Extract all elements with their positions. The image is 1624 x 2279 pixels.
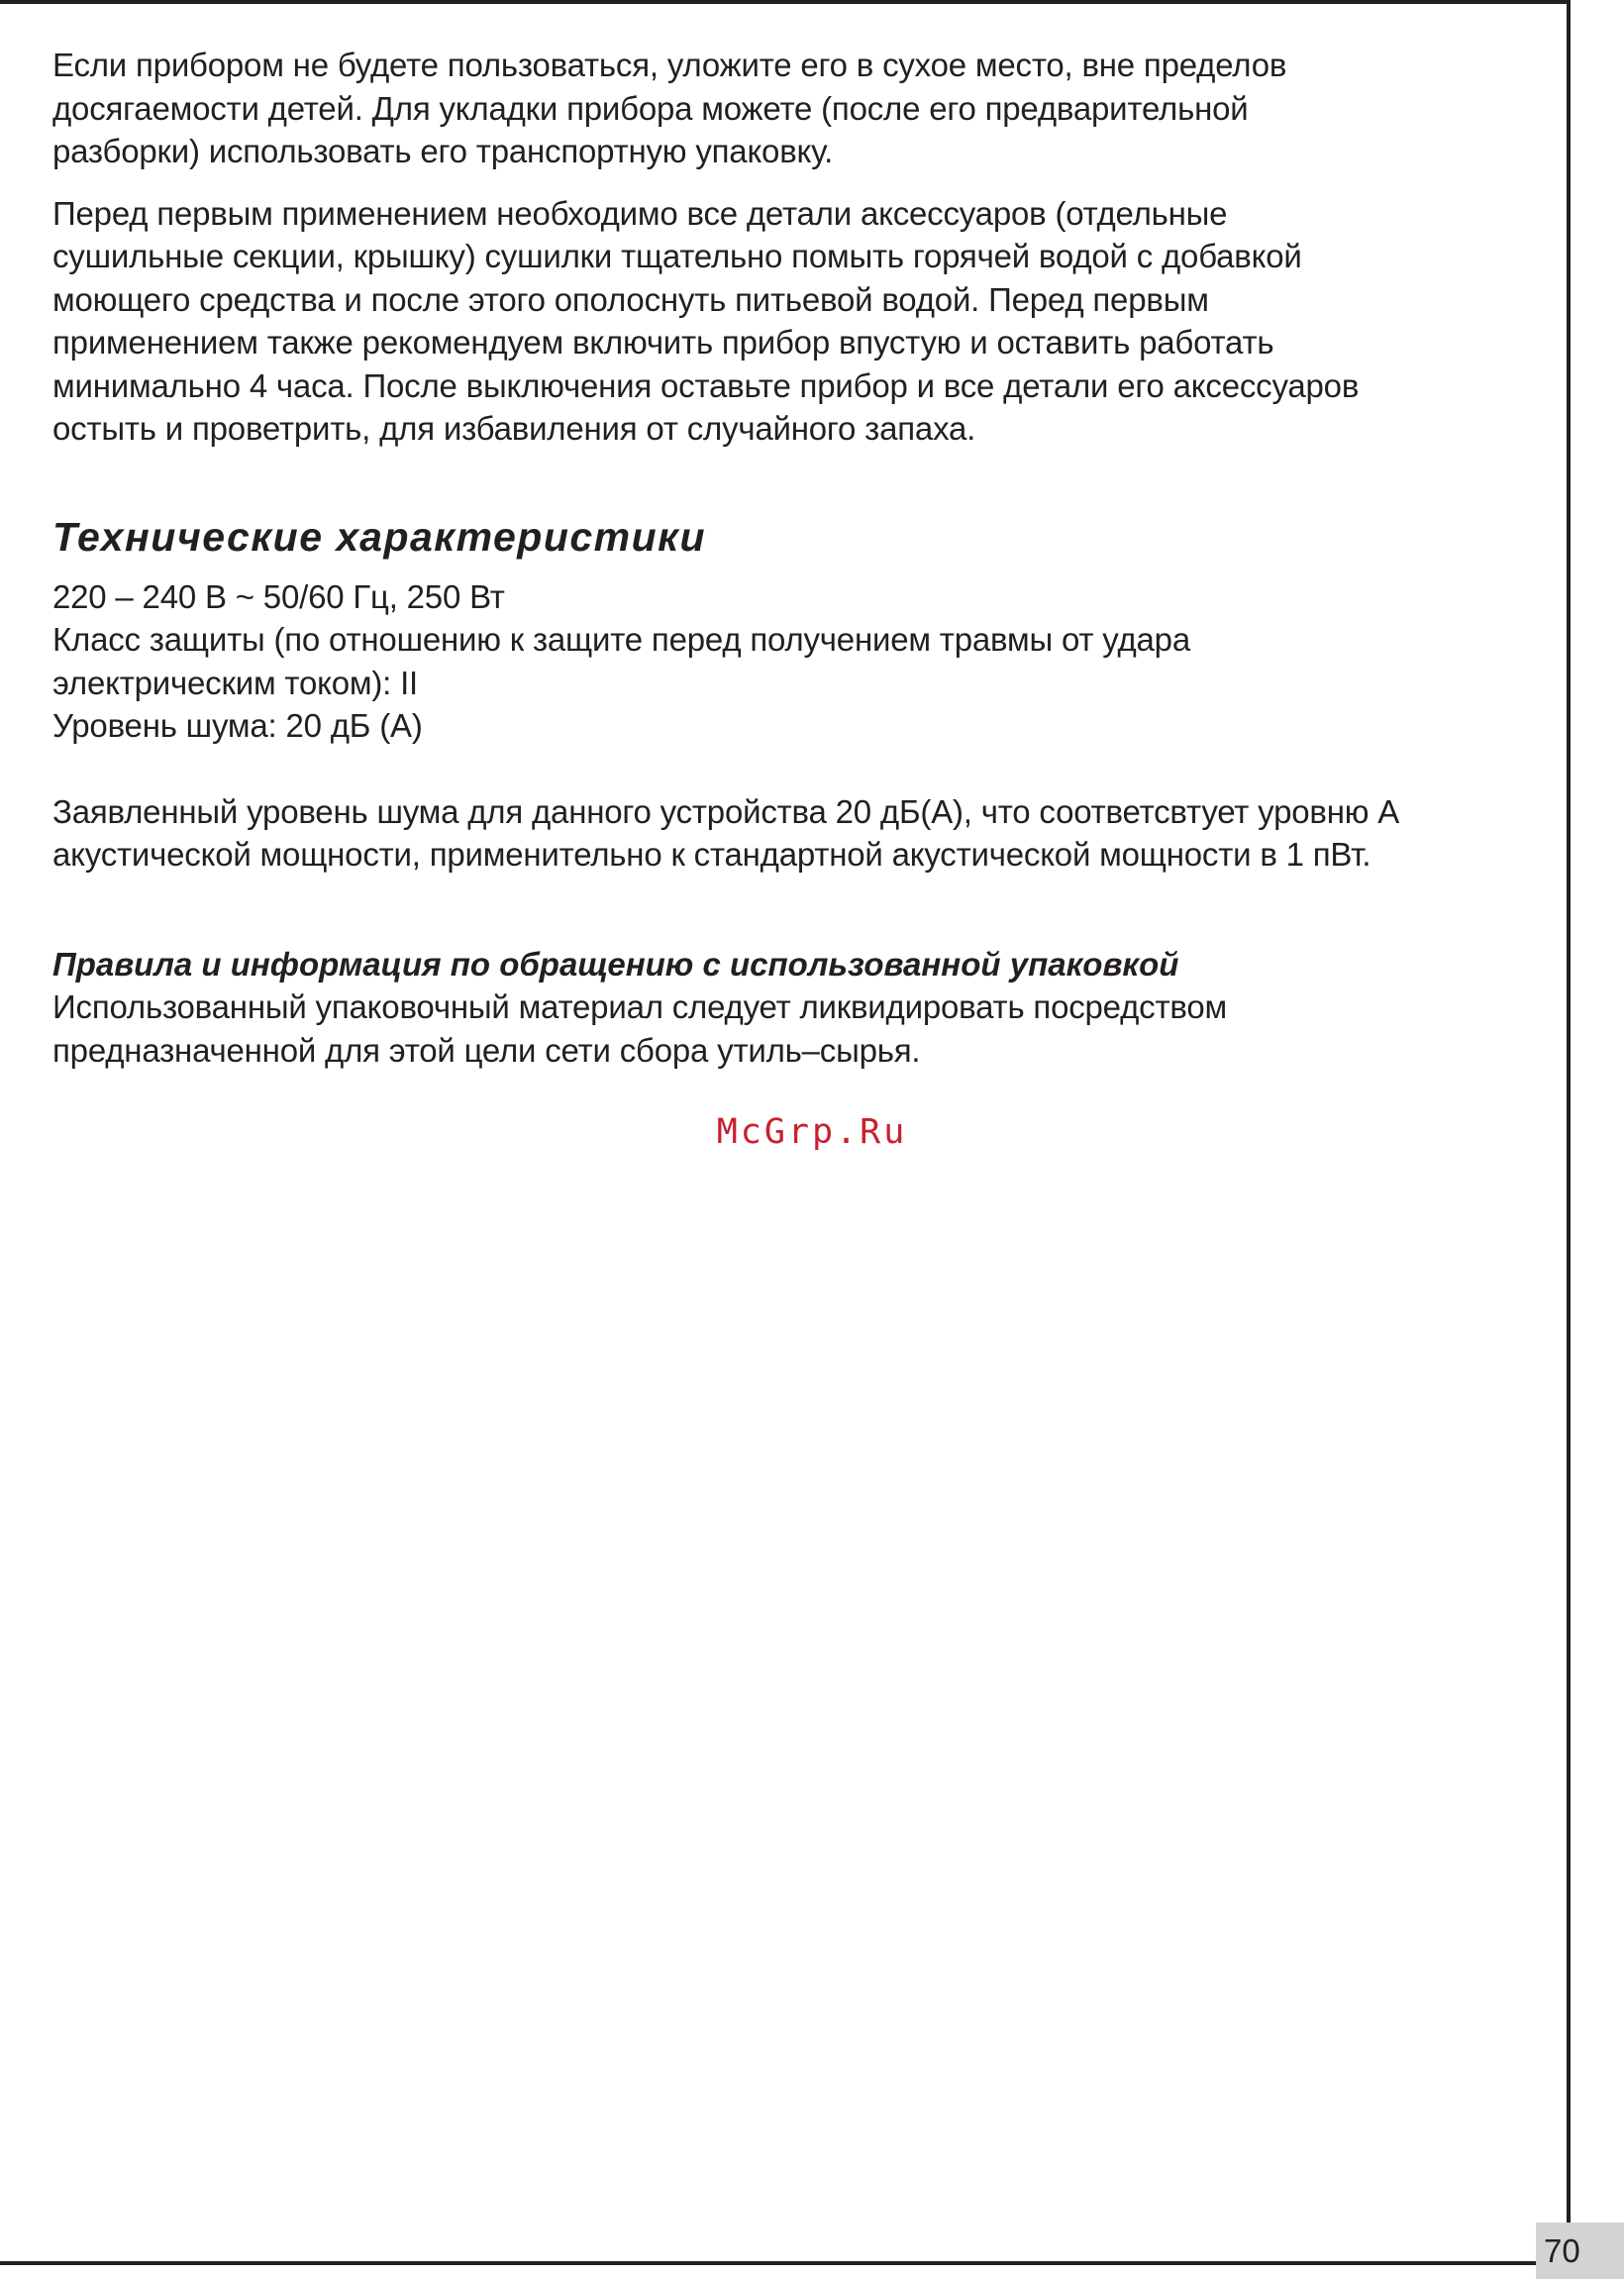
text-line: моющего средства и после этого ополоснуть питьевой водой. Перед первым <box>52 280 1209 318</box>
packaging-rules-section <box>52 943 1538 1073</box>
text-line: предназначенной для этой цели сети сбора утиль–сырья. <box>52 1031 921 1069</box>
text-line: остыть и проветрить, для избавиления от случайного запаха. <box>52 410 976 447</box>
page-number: 70 <box>1536 2223 1624 2279</box>
packaging-rules-text <box>52 985 1538 1072</box>
noise-note-paragraph <box>52 790 1538 877</box>
first-use-paragraph <box>52 192 1538 451</box>
text-line: минимально 4 часа. После выключения оставьте прибор и все детали его аксессуаров <box>52 366 1360 404</box>
watermark-text: McGrp.Ru <box>716 1112 908 1152</box>
storage-paragraph <box>52 44 1538 173</box>
text-line: Перед первым применением необходимо все детали аксессуаров (отдельные <box>52 194 1228 232</box>
text-line: досягаемости детей. Для укладки прибора можете (после его предварительной <box>52 89 1249 127</box>
tech-specs-list <box>52 575 1538 748</box>
text-line: разборки) использовать его транспортную упаковку. <box>52 133 834 169</box>
text-line: акустической мощности, применительно к стандартной акустической мощности в 1 пВт. <box>52 836 1371 873</box>
text-line: Заявленный уровень шума для данного устройства 20 дБ(A), что соответсвтует уровню A <box>52 792 1400 830</box>
spec-noise-level: Уровень шума: 20 дБ (A) <box>52 707 423 744</box>
text-line: сушильные секции, крышку) сушилки тщательно помыть горячей водой с добавкой <box>52 238 1302 274</box>
tech-specs-heading: Технические характеристики <box>52 513 707 560</box>
spec-power: 220 – 240 В ~ 50/60 Гц, 250 Вт <box>52 577 505 615</box>
spec-protection-class: Класс защиты (по отношению к защите перед получением травмы от удара <box>52 621 1190 658</box>
page-content <box>52 44 1538 1072</box>
packaging-rules-heading: Правила и информация по обращению с использованной упаковкой <box>52 945 1179 983</box>
spec-protection-class-cont: электрическим током): II <box>52 664 419 701</box>
text-line: Использованный упаковочный материал следует ликвидировать посредством <box>52 988 1227 1025</box>
text-line: применением также рекомендуем включить прибор впустую и оставить работать <box>52 324 1274 361</box>
text-line: Если прибором не будете пользоваться, уложите его в сухое место, вне пределов <box>52 47 1287 83</box>
